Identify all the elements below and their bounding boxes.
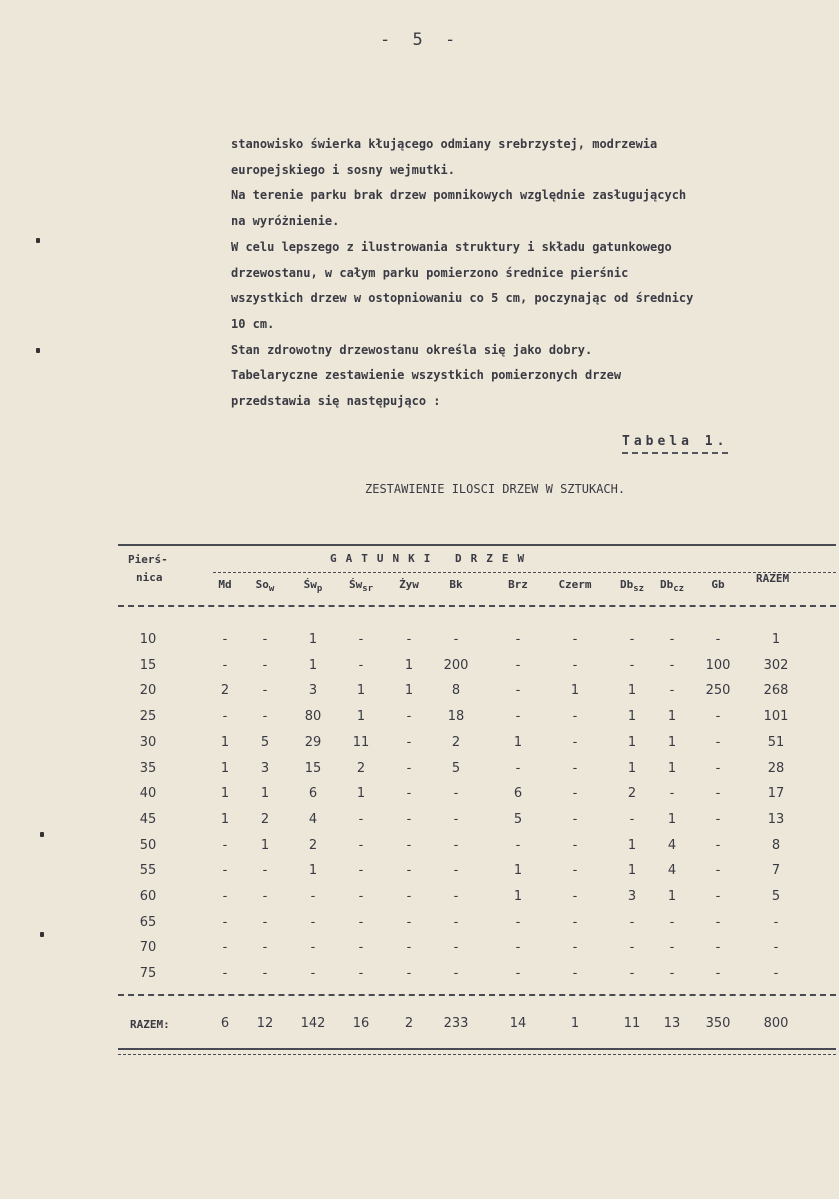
table-cell: 1 [356, 786, 366, 802]
table-cell: 1 [308, 863, 318, 879]
table-cell: 1 [220, 760, 230, 776]
total-cell: 16 [352, 1016, 370, 1031]
species-group-header: GATUNKI DRZEW [330, 552, 534, 565]
diameter-cell: 70 [139, 940, 157, 956]
species-column-header: $Db_{cz}$ [659, 578, 685, 595]
species-column-header: $Db_{sz}$ [619, 578, 645, 595]
table-cell: 1 [260, 837, 270, 853]
paragraph-line: wszystkich drzew w ostopniowaniu co 5 cm, poczynając od średnicy [231, 291, 694, 306]
table-cell: - [262, 914, 268, 930]
table-cell: - [358, 837, 364, 853]
table-cell: 1 [260, 786, 270, 802]
table-cell: - [715, 709, 721, 725]
table-cell: - [629, 811, 635, 827]
table-cell: 80 [304, 709, 322, 725]
table-cell: 28 [767, 760, 785, 776]
table-cell: 302 [763, 657, 789, 673]
total-cell: 11 [623, 1016, 641, 1031]
margin-speck [40, 832, 44, 837]
diameter-header-line2: nica [136, 571, 163, 584]
table-cell: - [222, 863, 228, 879]
table-cell: 1 [404, 657, 414, 673]
paragraph-line: W celu lepszego z ilustrowania struktury i składu gatunkowego [231, 239, 672, 254]
table-cell: 11 [352, 734, 370, 750]
table-cell: - [515, 914, 521, 930]
table-cell: - [572, 863, 578, 879]
table-cell: - [715, 940, 721, 956]
table-cell: - [262, 657, 268, 673]
table-cell: 51 [767, 734, 785, 750]
table-cell: - [406, 966, 412, 982]
table-cell: 5 [513, 811, 523, 827]
header-bottom-rule [118, 605, 836, 607]
table-cell: - [358, 863, 364, 879]
page-number: - 5 - [380, 30, 462, 50]
table-cell: 1 [667, 734, 677, 750]
table-cell: 2 [220, 683, 230, 699]
diameter-cell: 65 [139, 914, 157, 930]
total-cell: 1 [570, 1016, 580, 1031]
table-cell: 1 [220, 811, 230, 827]
paragraph-line: przedstawia się następująco : [231, 394, 441, 409]
table-cell: - [669, 786, 675, 802]
table-cell: - [406, 760, 412, 776]
table-cell: - [222, 940, 228, 956]
table-cell: - [222, 837, 228, 853]
table-cell: 4 [667, 863, 677, 879]
total-cell: 233 [443, 1016, 469, 1031]
table-cell: 4 [667, 837, 677, 853]
table-cell: 1 [667, 811, 677, 827]
species-column-header: Gb [711, 578, 725, 591]
table-cell: - [629, 632, 635, 647]
table-cell: 6 [513, 786, 523, 802]
total-cell: 6 [220, 1016, 230, 1031]
table-cell: 1 [627, 863, 637, 879]
table-cell: - [453, 889, 459, 904]
margin-speck [40, 932, 44, 937]
table-cell: - [715, 811, 721, 827]
table-cell: - [715, 786, 721, 802]
table-cell: 1 [627, 760, 637, 776]
table-cell: 1 [513, 734, 523, 750]
total-cell: 14 [509, 1016, 527, 1031]
diameter-cell: 25 [139, 709, 157, 725]
table-cell: - [310, 889, 316, 904]
table-cell: - [310, 914, 316, 930]
diameter-cell: 60 [139, 889, 157, 904]
table-cell: - [773, 940, 779, 956]
table-cell: 1 [404, 683, 414, 699]
table-cell: - [715, 863, 721, 879]
table-cell: - [406, 632, 412, 647]
margin-speck [36, 348, 40, 353]
table-cell: - [572, 837, 578, 853]
table-cell: 1 [771, 632, 781, 647]
table-cell: 8 [771, 837, 781, 853]
table-cell: - [262, 709, 268, 725]
table-cell: - [572, 760, 578, 776]
table-cell: - [358, 914, 364, 930]
table-cell: - [629, 657, 635, 673]
total-cell: 142 [300, 1016, 326, 1031]
table-cell: 13 [767, 811, 785, 827]
table-cell: - [669, 914, 675, 930]
total-cell: 13 [663, 1016, 681, 1031]
table-cell: 200 [443, 657, 469, 673]
species-column-header: Żyw [399, 578, 419, 591]
table-cell: 1 [627, 683, 637, 699]
table-cell: - [669, 657, 675, 673]
table-cell: 5 [771, 889, 781, 904]
table-cell: - [515, 760, 521, 776]
total-column-header: RAZEM [756, 572, 790, 585]
table-cell: - [358, 940, 364, 956]
table-cell: - [406, 940, 412, 956]
total-cell: 2 [404, 1016, 414, 1031]
paragraph-line: europejskiego i sosny wejmutki. [231, 162, 455, 177]
table-cell: - [406, 837, 412, 853]
table-cell: - [262, 863, 268, 879]
table-cell: 17 [767, 786, 785, 802]
table-cell: - [222, 889, 228, 904]
table-cell: 5 [451, 760, 461, 776]
table-cell: - [669, 966, 675, 982]
table-cell: - [453, 811, 459, 827]
table-cell: 1 [667, 709, 677, 725]
table-cell: - [715, 966, 721, 982]
table-cell: - [222, 966, 228, 982]
table-cell: - [715, 734, 721, 750]
total-cell: 350 [705, 1016, 731, 1031]
table-cell: - [310, 966, 316, 982]
table-cell: - [715, 837, 721, 853]
table-cell: - [358, 966, 364, 982]
table-cell: - [406, 889, 412, 904]
table-cell: 1 [356, 709, 366, 725]
table-cell: - [669, 632, 675, 647]
table-cell: 7 [771, 863, 781, 879]
table-cell: - [572, 966, 578, 982]
table-cell: - [715, 889, 721, 904]
table-cell: 29 [304, 734, 322, 750]
table-cell: - [222, 914, 228, 930]
diameter-cell: 15 [139, 657, 157, 673]
table-top-rule [118, 544, 836, 546]
table-cell: 250 [705, 683, 731, 699]
table-cell: 101 [763, 709, 789, 725]
table-cell: - [773, 914, 779, 930]
table-cell: 4 [308, 811, 318, 827]
diameter-cell: 35 [139, 760, 157, 776]
table-cell: 268 [763, 683, 789, 699]
table-cell: 3 [627, 889, 637, 904]
species-column-header: Bk [449, 578, 463, 591]
table-cell: - [572, 811, 578, 827]
table-cell: - [572, 709, 578, 725]
table-cell: 1 [220, 786, 230, 802]
table-cell: - [453, 632, 459, 647]
table-cell: - [310, 940, 316, 956]
table-cell: - [572, 914, 578, 930]
paragraph-line: drzewostanu, w całym parku pomierzono średnice pierśnic [231, 265, 629, 280]
table-cell: - [515, 966, 521, 982]
diameter-cell: 30 [139, 734, 157, 750]
table-cell: - [515, 657, 521, 673]
table-cell: 1 [308, 657, 318, 673]
table-cell: - [669, 683, 675, 699]
species-column-header: Brz [508, 578, 528, 591]
table-cell: - [515, 940, 521, 956]
table-cell: 2 [260, 811, 270, 827]
paragraph-line: na wyróżnienie. [231, 214, 340, 229]
table-cell: 2 [308, 837, 318, 853]
diameter-cell: 55 [139, 863, 157, 879]
table-cell: - [262, 683, 268, 699]
table-cell: 1 [220, 734, 230, 750]
table-cell: - [406, 709, 412, 725]
totals-label: RAZEM: [130, 1018, 170, 1031]
table-cell: - [222, 709, 228, 725]
total-cell: 12 [256, 1016, 274, 1031]
table-cell: 5 [260, 734, 270, 750]
diameter-header-line1: Pierś- [128, 553, 168, 566]
table-cell: - [262, 632, 268, 647]
table-cell: 15 [304, 760, 322, 776]
table-cell: - [406, 811, 412, 827]
table-cell: - [406, 734, 412, 750]
table-cell: - [453, 863, 459, 879]
table-cell: - [515, 709, 521, 725]
table-cell: 1 [627, 734, 637, 750]
table-cell: - [406, 786, 412, 802]
table-cell: 1 [570, 683, 580, 699]
species-column-header: $So_w$ [255, 578, 275, 595]
table-cell: - [406, 863, 412, 879]
table-cell: - [572, 940, 578, 956]
table-cell: - [773, 966, 779, 982]
table-cell: - [453, 786, 459, 802]
table-cell: - [715, 914, 721, 930]
table-cell: - [515, 837, 521, 853]
paragraph-line: stanowisko świerka kłującego odmiany srebrzystej, modrzewia [231, 137, 658, 151]
table-cell: 1 [667, 760, 677, 776]
table-cell: - [629, 966, 635, 982]
table-cell: - [572, 786, 578, 802]
table-title: ZESTAWIENIE ILOSCI DRZEW W SZTUKACH. [365, 482, 626, 496]
table-cell: - [358, 889, 364, 904]
table-cell: 1 [513, 863, 523, 879]
table-cell: - [453, 966, 459, 982]
table-cell: 1 [667, 889, 677, 904]
table-cell: - [572, 657, 578, 673]
table-cell: - [262, 889, 268, 904]
species-column-header: $Św_p$ [303, 578, 323, 595]
table-cell: 1 [627, 837, 637, 853]
margin-speck [36, 238, 40, 243]
table-cell: - [629, 914, 635, 930]
table-bottom-rule-1 [118, 1048, 836, 1050]
table-cell: - [715, 632, 721, 647]
species-column-header: Czerm [558, 578, 592, 591]
body-paragraph [231, 132, 831, 415]
table-cell: - [515, 632, 521, 647]
table-cell: - [669, 940, 675, 956]
table-cell: - [358, 657, 364, 673]
table-cell: - [453, 914, 459, 930]
table-cell: 100 [705, 657, 731, 673]
paragraph-line: 10 cm. [231, 316, 275, 331]
table-cell: - [222, 632, 228, 647]
table-cell: 1 [627, 709, 637, 725]
diameter-cell: 10 [139, 632, 157, 647]
paragraph-line: Stan zdrowotny drzewostanu określa się jako dobry. [231, 342, 593, 357]
group-header-rule [213, 572, 836, 573]
table-cell: - [453, 940, 459, 956]
table-cell: - [629, 940, 635, 956]
diameter-cell: 45 [139, 811, 157, 827]
table-caption: Tabela 1. [622, 434, 728, 454]
table-cell: - [715, 760, 721, 776]
table-cell: - [572, 632, 578, 647]
paragraph-line: Na terenie parku brak drzew pomnikowych względnie zasługujących [231, 188, 687, 203]
table-cell: - [358, 811, 364, 827]
table-cell: 1 [513, 889, 523, 904]
table-cell: - [406, 914, 412, 930]
table-cell: - [262, 966, 268, 982]
totals-top-rule [118, 994, 836, 996]
table-cell: 18 [447, 709, 465, 725]
paragraph-line: Tabelaryczne zestawienie wszystkich pomierzonych drzew [231, 368, 622, 383]
table-cell: 2 [627, 786, 637, 802]
table-cell: 2 [356, 760, 366, 776]
diameter-cell: 75 [139, 966, 157, 982]
table-cell: 6 [308, 786, 318, 802]
species-column-header: $Św_{sr}$ [348, 578, 374, 595]
table-cell: - [262, 940, 268, 956]
table-cell: 2 [451, 734, 461, 750]
table-cell: 1 [356, 683, 366, 699]
table-cell: 8 [451, 683, 461, 699]
total-cell: 800 [763, 1016, 789, 1031]
table-cell: - [222, 657, 228, 673]
table-bottom-rule-2 [118, 1054, 836, 1055]
table-cell: - [515, 683, 521, 699]
diameter-cell: 40 [139, 786, 157, 802]
table-cell: 3 [260, 760, 270, 776]
table-cell: - [453, 837, 459, 853]
table-cell: - [572, 734, 578, 750]
table-cell: - [358, 632, 364, 647]
table-cell: 3 [308, 683, 318, 699]
table-cell: - [572, 889, 578, 904]
species-column-header: Md [218, 578, 232, 591]
diameter-cell: 50 [139, 837, 157, 853]
table-cell: 1 [308, 632, 318, 647]
diameter-cell: 20 [139, 683, 157, 699]
